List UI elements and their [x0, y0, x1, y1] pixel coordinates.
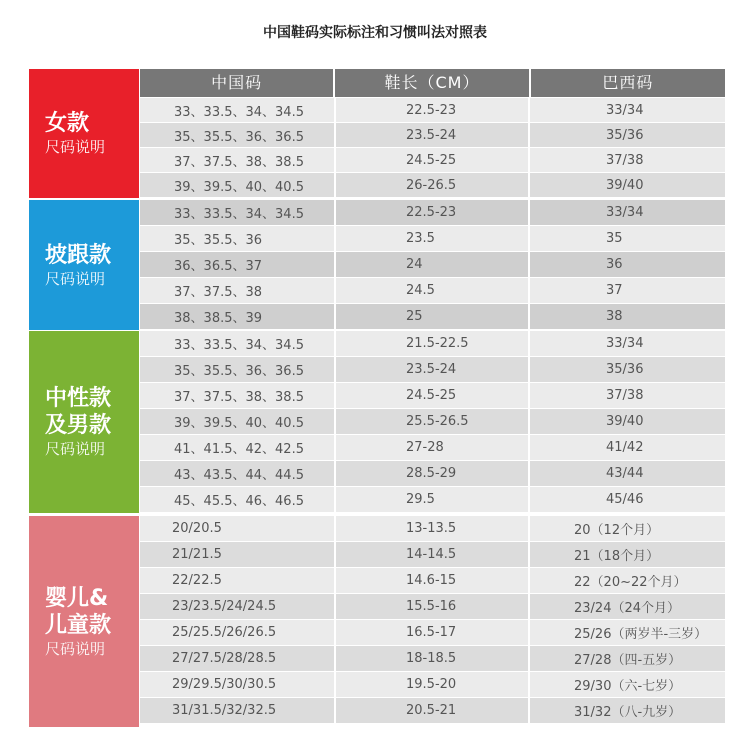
- foot-length-cell: 27-28: [334, 435, 528, 460]
- brazil-size-cell: 39/40: [528, 409, 723, 434]
- brazil-size-cell: 35: [528, 226, 723, 251]
- table-row: [140, 123, 725, 148]
- brazil-size-cell: 31/32（八-九岁）: [528, 698, 723, 723]
- china-size-cell: 43、43.5、44、44.5: [174, 468, 304, 483]
- brazil-size-cell: 36: [528, 252, 723, 277]
- brazil-size-cell: 35/36: [528, 357, 723, 382]
- foot-length-cell: 22.5-23: [334, 98, 528, 122]
- foot-length-cell: 15.5-16: [334, 594, 528, 619]
- brazil-size-cell: 43/44: [528, 461, 723, 486]
- brazil-size-cell: 29/30（六-七岁）: [528, 672, 723, 697]
- brazil-size-cell: 39/40: [528, 173, 723, 197]
- group-label-kids: [29, 516, 139, 727]
- foot-length-cell: 18-18.5: [334, 646, 528, 671]
- group-title: 坡跟款: [45, 242, 112, 268]
- brazil-size-cell: 41/42: [528, 435, 723, 460]
- table-row: [140, 278, 725, 304]
- china-size-cell: 39、39.5、40、40.5: [174, 179, 304, 195]
- china-size-cell: 33、33.5、34、34.5: [174, 104, 304, 120]
- column-header-china-size: 中国码: [140, 69, 333, 97]
- brazil-size-cell: 25/26（两岁半-三岁）: [528, 620, 723, 645]
- foot-length-cell: 19.5-20: [334, 672, 528, 697]
- page-title: 中国鞋码实际标注和习惯叫法对照表: [263, 25, 487, 41]
- group-subtitle: 尺码说明: [45, 639, 106, 658]
- foot-length-cell: 25.5-26.5: [334, 409, 528, 434]
- group-label-women: [29, 69, 139, 198]
- column-header-brazil-size: 巴西码: [529, 69, 725, 97]
- china-size-cell: 35、35.5、36、36.5: [174, 364, 304, 379]
- china-size-cell: 36、36.5、37: [174, 259, 263, 274]
- table-row: [140, 409, 725, 435]
- table-header: [140, 69, 725, 97]
- group-title: 婴儿&: [45, 585, 109, 611]
- table-row: [140, 252, 725, 278]
- china-size-cell: 35、35.5、36、36.5: [174, 129, 304, 145]
- china-size-cell: 27/27.5/28/28.5: [172, 651, 277, 666]
- brazil-size-cell: 27/28（四-五岁）: [528, 646, 723, 671]
- china-size-cell: 35、35.5、36: [174, 233, 263, 248]
- table-row: [140, 226, 725, 252]
- group-title-line2: 儿童款: [45, 612, 112, 638]
- table-row: [140, 516, 725, 542]
- brazil-size-cell: 35/36: [528, 123, 723, 147]
- foot-length-cell: 20.5-21: [334, 698, 528, 723]
- brazil-size-cell: 21（18个月）: [528, 542, 723, 567]
- foot-length-cell: 16.5-17: [334, 620, 528, 645]
- table-row: [140, 698, 725, 724]
- china-size-cell: 20/20.5: [172, 521, 222, 536]
- table-row: [140, 568, 725, 594]
- brazil-size-cell: 45/46: [528, 487, 723, 512]
- china-size-cell: 23/23.5/24/24.5: [172, 599, 277, 614]
- foot-length-cell: 23.5-24: [334, 357, 528, 382]
- foot-length-cell: 28.5-29: [334, 461, 528, 486]
- table-row: [140, 542, 725, 568]
- brazil-size-cell: 22（20~22个月）: [528, 568, 723, 593]
- table-row: [140, 620, 725, 646]
- foot-length-cell: 26-26.5: [334, 173, 528, 197]
- table-row: [140, 173, 725, 198]
- foot-length-cell: 24.5-25: [334, 148, 528, 172]
- group-title: 中性款: [45, 386, 112, 411]
- brazil-size-cell: 38: [528, 304, 723, 329]
- china-size-cell: 25/25.5/26/26.5: [172, 625, 277, 640]
- brazil-size-cell: 33/34: [528, 331, 723, 356]
- foot-length-cell: 25: [334, 304, 528, 329]
- china-size-cell: 33、33.5、34、34.5: [174, 338, 304, 353]
- brazil-size-cell: 33/34: [528, 200, 723, 225]
- foot-length-cell: 22.5-23: [334, 200, 528, 225]
- china-size-cell: 38、38.5、39: [174, 311, 263, 326]
- table-row: [140, 461, 725, 487]
- china-size-cell: 39、39.5、40、40.5: [174, 416, 304, 431]
- china-size-cell: 45、45.5、46、46.5: [174, 494, 304, 509]
- table-row: [140, 646, 725, 672]
- table-row: [140, 594, 725, 620]
- foot-length-cell: 21.5-22.5: [334, 331, 528, 356]
- table-row: [140, 435, 725, 461]
- group-label-unisex-men: [29, 331, 139, 513]
- column-header-foot-length: 鞋长（CM）: [333, 69, 528, 97]
- foot-length-cell: 24.5-25: [334, 383, 528, 408]
- china-size-cell: 37、37.5、38: [174, 285, 263, 300]
- table-row: [140, 487, 725, 513]
- china-size-cell: 37、37.5、38、38.5: [174, 390, 304, 405]
- china-size-cell: 29/29.5/30/30.5: [172, 677, 277, 692]
- table-row: [140, 304, 725, 330]
- brazil-size-cell: 37/38: [528, 383, 723, 408]
- foot-length-cell: 23.5: [334, 226, 528, 251]
- group-subtitle: 尺码说明: [45, 138, 106, 156]
- brazil-size-cell: 33/34: [528, 98, 723, 122]
- group-subtitle: 尺码说明: [45, 440, 106, 458]
- foot-length-cell: 14-14.5: [334, 542, 528, 567]
- foot-length-cell: 23.5-24: [334, 123, 528, 147]
- group-title-line2: 及男款: [45, 413, 112, 438]
- foot-length-cell: 24.5: [334, 278, 528, 303]
- foot-length-cell: 14.6-15: [334, 568, 528, 593]
- group-subtitle: 尺码说明: [45, 269, 106, 288]
- brazil-size-cell: 23/24（24个月）: [528, 594, 723, 619]
- table-row: [140, 148, 725, 173]
- foot-length-cell: 13-13.5: [334, 516, 528, 541]
- table-row: [140, 383, 725, 409]
- table-row: [140, 357, 725, 383]
- china-size-cell: 41、41.5、42、42.5: [174, 442, 304, 457]
- brazil-size-cell: 37/38: [528, 148, 723, 172]
- brazil-size-cell: 20（12个月）: [528, 516, 723, 541]
- china-size-cell: 22/22.5: [172, 573, 222, 588]
- foot-length-cell: 29.5: [334, 487, 528, 512]
- table-row: [140, 98, 725, 123]
- table-row: [140, 200, 725, 226]
- china-size-cell: 37、37.5、38、38.5: [174, 154, 304, 170]
- china-size-cell: 33、33.5、34、34.5: [174, 207, 304, 222]
- brazil-size-cell: 37: [528, 278, 723, 303]
- foot-length-cell: 24: [334, 252, 528, 277]
- table-row: [140, 672, 725, 698]
- group-label-wedge: [29, 200, 139, 330]
- china-size-cell: 31/31.5/32/32.5: [172, 703, 277, 718]
- china-size-cell: 21/21.5: [172, 547, 222, 562]
- group-title: 女款: [45, 111, 90, 136]
- table-row: [140, 331, 725, 357]
